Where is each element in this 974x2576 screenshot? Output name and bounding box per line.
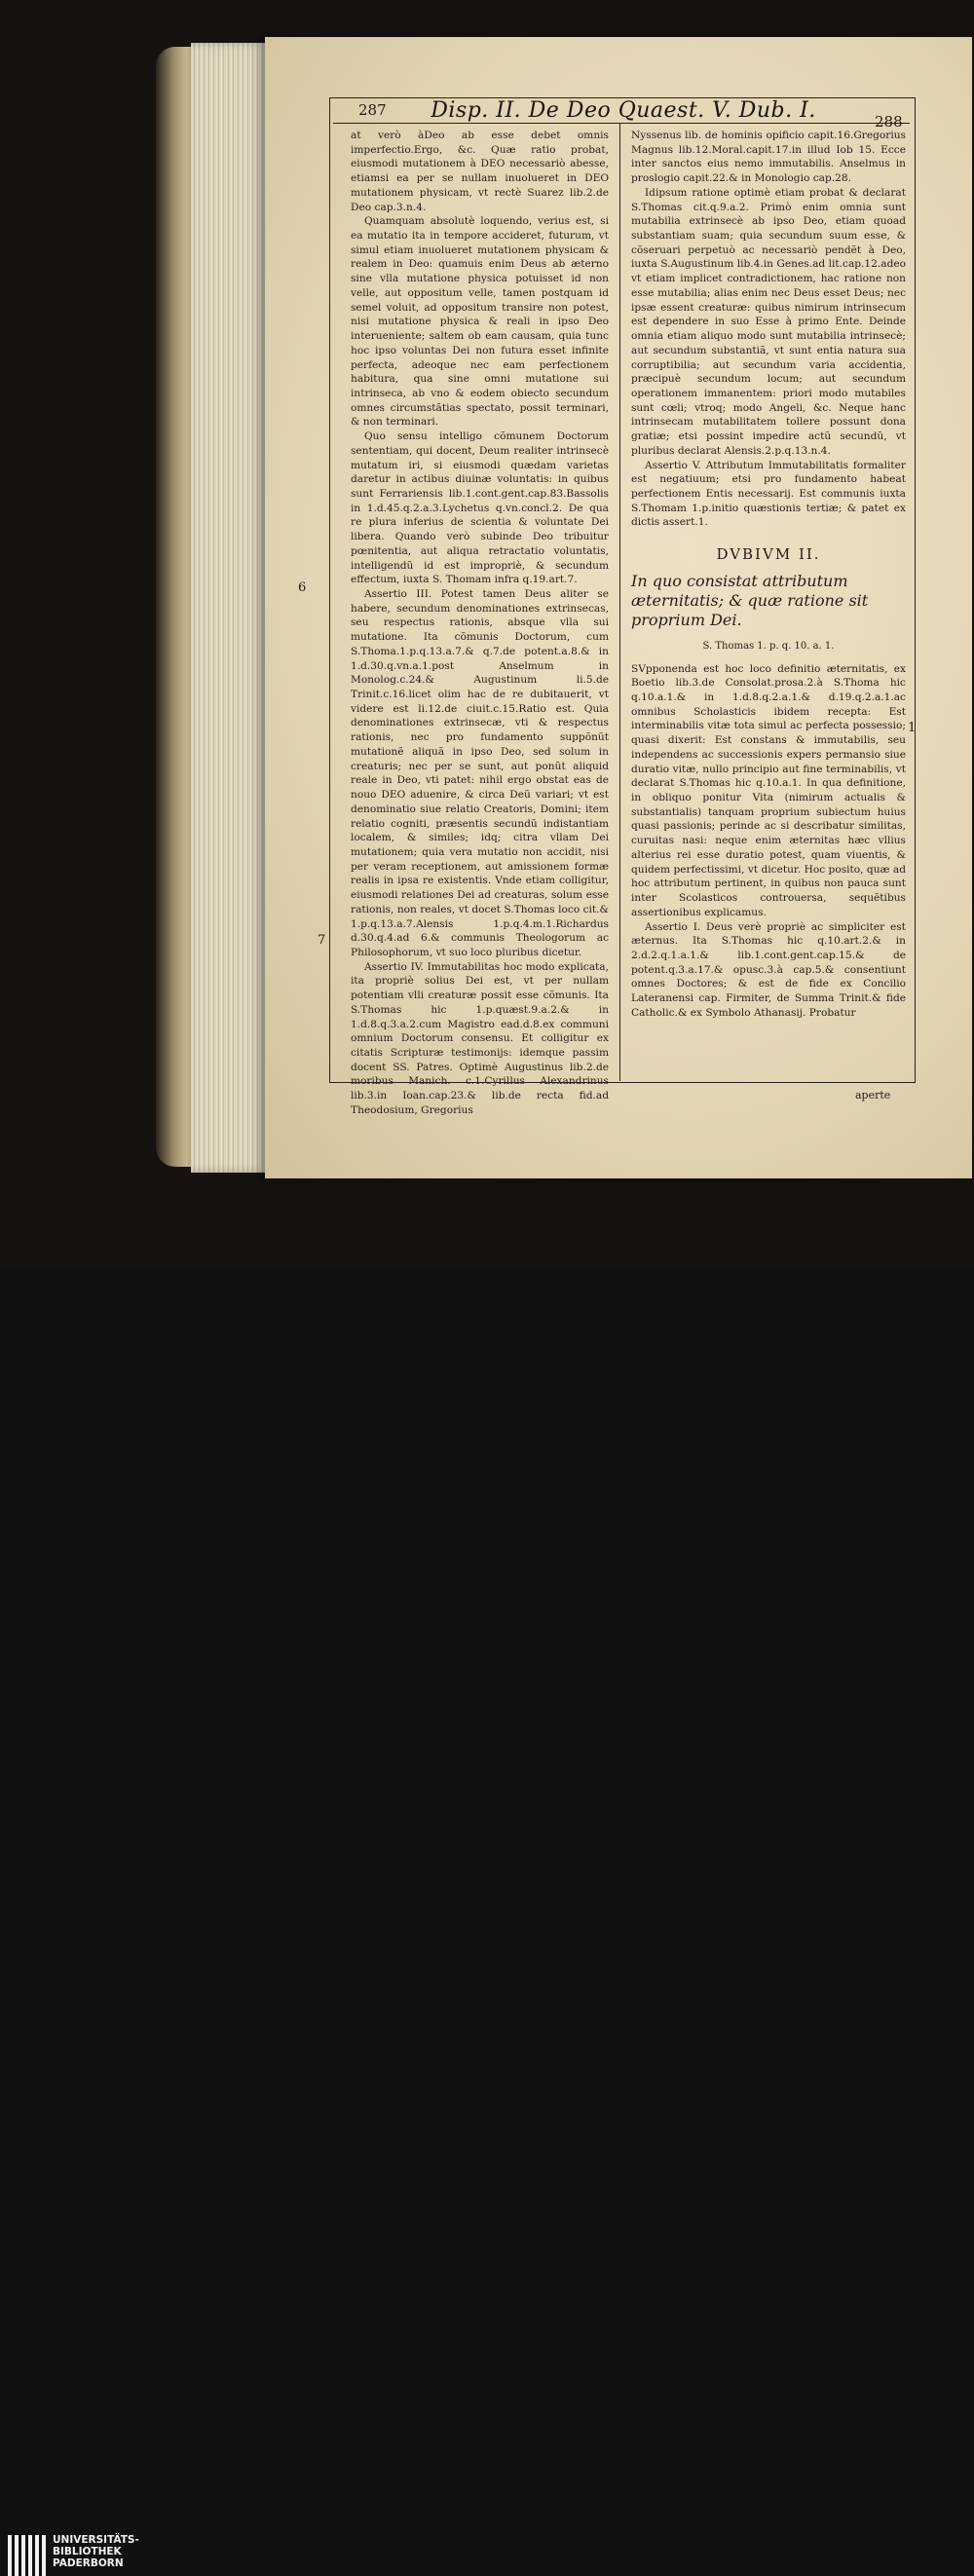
paragraph: at verò àDeo ab esse debet omnis imperfectio.Ergo, &c. Quæ ratio probat, eiusmodi mutationem à DEO necessariò abesse, etiamsi ea per se nullam inuolueret in DEO mutationem physicam, vt rectè Suarez lib.2.de Deo cap.3.n.4.	[351, 130, 609, 213]
page-number-left: 287	[358, 101, 387, 119]
dubium-question: In quo consistat attributum æternitatis; & quæ ratione sit proprium Dei.	[631, 571, 869, 629]
page-edges	[191, 43, 271, 1173]
paragraph: Quo sensu intelligo cõmunem Doctorum sententiam, qui docent, Deum realiter intrinsecè mutatum iri, si eiusmodi quædam varietas daretur in actibus diuinæ voluntatis: in quibus sunt Ferrariensis lib.1.cont.gent.cap.83.Bassolis in 1.d.45.q.2.a.3.Lychetus q.vn.concl.2. De qua re plura inferius de scientia & voluntate Dei libera. Quando verò subinde Deo tribuitur pœnitentia, aut aliqua retractatio voluntatis, intelligendũ id est impropriè, & secundum effectum, iuxta S. Thomam infra q.19.art.7.	[351, 430, 609, 586]
running-title: Disp. II. De Deo Quaest. V. Dub. I.	[431, 98, 816, 123]
logo-line: UNIVERSITÄTS-	[53, 2534, 139, 2546]
margin-number-6: 6	[298, 580, 307, 595]
dubium-reference: S. Thomas 1. p. q. 10. a. 1.	[702, 640, 835, 652]
paragraph: Assertio IV. Immutabilitas hoc modo explicata, ita propriè solius Dei est, vt per nullam potentiam vlli creaturæ possit esse cõmunis. Ita S.Thomas hic 1.p.quæst.9.a.2.& in 1.d.8.q.3.a.2.cum Magistro ead.d.8.ex communi omnium Doctorum consensu. Et colligitur ex citatis Scripturæ testimonijs: idemque passim docent SS. Patres. Optimè Augustinus lib.2.de moribus Manich. c.1.Cyrillus Alexandrinus lib.3.in Ioan.cap.23.& lib.de recta fid.ad Theodosium, Gregorius	[351, 960, 609, 1116]
scan-background	[0, 0, 974, 1266]
column-divider	[619, 123, 620, 1081]
paragraph: Assertio III. Potest tamen Deus aliter se habere, secundum denominationes extrinsecas, seu respectus rationis, absque vlla sui mutatione. Ita cõmunis Doctorum, cum S.Thoma.1.p.q.13.a.7.& q.7.de potent.a.8.& in 1.d.30.q.vn.a.1.post Anselmum in Monolog.c.24.& Augustinum li.5.de Trinit.c.16.licet olim hac de re dubitauerit, vt videre est li.12.de ciuit.c.15.Ratio est. Quia denominationes extrinsecæ, vti & respectus rationis, nec pro fundamento suppõnũt mutationẽ aliquã in ipso Deo, sed solum in creaturis; nec per se sunt, aut ponũt aliquid reale in Deo, vti patet: nihil ergo obstat eas de nouo DEO aduenire, & circa Deũ variari; vt est denominatio siue relatio Creatoris, Domini; item relatio cogniti, præsentis secundũ indistantiam localem, & similes; idq; citra vllam Dei mutationem; quia vera mutatio non accidit, nisi per veram receptionem, aut amissionem formæ realis in ipsa re existentis. Vnde etiam colligitur, eiusmodi relationes Dei ad creaturas, solum esse rationis, non reales, vt docet S.Thomas loco cit.& 1.p.q.13.a.7.Alensis 1.p.q.4.m.1.Richardus d.30.q.4.ad 6.& communis Theologorum ac Philosophorum, vt suo loco pluribus dicetur.	[351, 588, 609, 958]
paragraph: Assertio V. Attributum Immutabilitatis formaliter est negatiuum; etsi pro fundamento habeat perfectionem Entis necessarij. Est communis iuxta S.Thomam 1.p.initio quæstionis tertiæ; & patet ex dictis assert.1.	[631, 459, 906, 529]
paragraph: Nyssenus lib. de hominis opificio capit.16.Gregorius Magnus lib.12.Moral.capit.17.in illud Iob 15. Ecce inter sanctos eius nemo immutabilis. Anselmus in proslogio capit.22.& in Monologio cap.28.	[631, 130, 906, 185]
right-column	[631, 129, 906, 1021]
margin-number-7: 7	[318, 933, 326, 948]
page-number-right: 288	[875, 113, 903, 131]
margin-number-1: 1	[908, 721, 917, 735]
paragraph: SVpponenda est hoc loco definitio æternitatis, ex Boetio lib.3.de Consolat.prosa.2.à S.Thoma hic q.10.a.1.& in 1.d.8.q.2.a.1.& d.19.q.2.a.1.ac omnibus Scholasticis ibidem recepta: Est interminabilis vitæ tota simul ac perfecta possessio; quasi dixerit: Est constans & immutabilis, seu independens ac successionis expers permansio siue duratio vitæ, nullo principio aut fine terminabilis, vt declarat S.Thomas hic q.10.a.1. In qua definitione, in obliquo ponitur Vita (nimirum actualis & substantialis) tanquam proprium subiectum huius quasi passionis; perinde ac si describatur similitas, curuitas nasi: neque enim æternitas hæc vllius alterius rei esse duratio potest, quam viuentis, & quidem perfectissimi, vt dicetur. Hoc posito, quæ ad hoc attributum pertinent, in quibus non pauca sunt inter Scolasticos controuersa, sequẽtibus assertionibus explicamus.	[631, 662, 906, 918]
library-logo-icon	[8, 2535, 47, 2576]
dubium-label: DVBIVM II.	[716, 545, 821, 564]
catchword: aperte	[855, 1089, 891, 1101]
library-logo-text	[53, 2534, 139, 2569]
paragraph: Idipsum ratione optimè etiam probat & declarat S.Thomas cit.q.9.a.2. Primò enim omnia sunt mutabilia extrinsecè ab ipso Deo, etiam quoad substantiam suam; quia secundum suum esse, & cõseruari perpetuò ac necessariò pendẽt à Deo, iuxta S.Augustinum lib.4.in Genes.ad lit.cap.12.adeo vt etiam implicet contradictionem, hac ratione non esse mutabilia; alias enim nec Deus esset Deus; nec ipsæ essent creaturæ: quibus nimirum intrinsecum est dependere in suo Esse à primo Ente. Deinde omnia etiam aliquo modo sunt mutabilia intrinsecè; aut secundum substantiã, vt sunt entia natura sua corruptibilia; aut secundum varia accidentia, præcipuè secundum locum; aut secundum operationem immanentem: priori modo mutabiles sunt cœli; vtroq; modo Angeli, &c. Neque hanc intrinsecam mutabilitatem tollere possunt dona gratiæ; etsi possint impedire actũ secundũ, vt pluribus declarat Alensis.2.p.q.13.n.4.	[631, 186, 906, 457]
left-column	[351, 129, 609, 1118]
footer-bar	[0, 1266, 974, 2569]
paragraph: Quamquam absolutè loquendo, verius est, si ea mutatio ita in tempore accideret, futurum, vt simul etiam inuolueret mutationem physicam & realem in Deo: quamuis enim Deus ab æterno sine vlla mutatione physica potuisset id non velle, aut oppositum velle, tamen postquam id semel voluit, ad oppositum transire non potest, nisi mutatione physica & reali in ipso Deo interueniente; saltem ob eam causam, quia tunc hoc ipso voluntas Dei non futura esset infinite perfecta, adeoque nec eam perfectionem habitura, qua sine omni mutatione sui intrinseca, ab vno & eodem obiecto secundum omnes circumstãtias spectato, possit terminari, & non terminari.	[351, 215, 609, 429]
logo-line: BIBLIOTHEK	[53, 2546, 122, 2557]
paragraph: Assertio I. Deus verè propriè ac simpliciter est æternus. Ita S.Thomas hic q.10.art.2.& in 2.d.2.q.1.a.1.& lib.1.cont.gent.cap.15.& de potent.q.3.a.17.& opusc.3.à cap.5.& consentiunt omnes Doctores; & est de fide ex Concilio Lateranensi cap. Firmiter, de Summa Trinit.& fide Catholic.& ex Symbolo Athanasij. Probatur	[631, 920, 906, 1019]
logo-line: PADERBORN	[53, 2557, 124, 2569]
